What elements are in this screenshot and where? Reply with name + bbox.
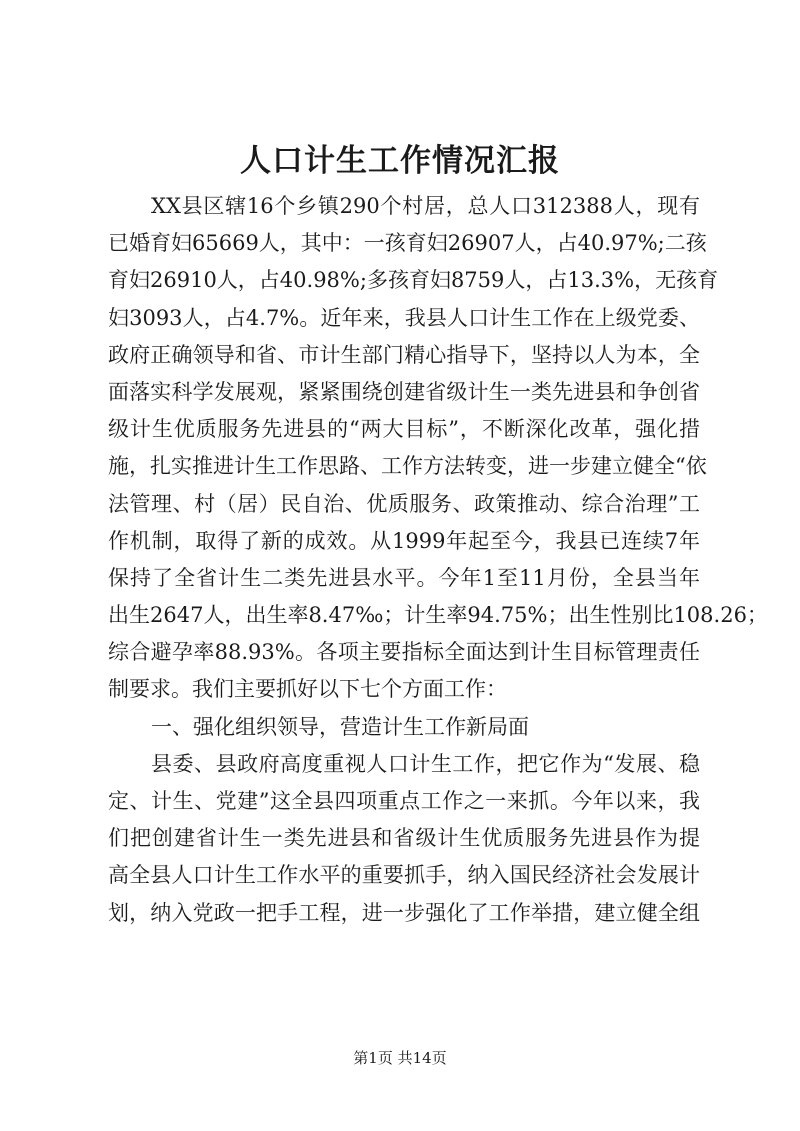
paragraph-line: 出生2647人，出生率8.47‰；计生率94.75%；出生性别比108.26； (108, 603, 768, 628)
paragraph-line: 法管理、村（居）民自治、优质服务、政策推动、综合治理”工 (108, 491, 700, 516)
paragraph-line: 面落实科学发展观，紧紧围绕创建省级计生一类先进县和争创省 (108, 379, 700, 404)
paragraph-line: 保持了全省计生二类先进县水平。今年1至11月份，全县当年 (108, 565, 700, 590)
paragraph-line: 已婚育妇65669人，其中：一孩育妇26907人，占40.97%;二孩 (108, 231, 707, 256)
document-title: 人口计生工作情况汇报 (240, 143, 560, 179)
document-body (108, 188, 768, 932)
paragraph-line: 妇3093人，占4.7%。近年来，我县人口计生工作在上级党委、 (108, 305, 700, 330)
page-number-footer: 第1页 共14页 (353, 1049, 447, 1067)
paragraph-line: 们把创建省计生一类先进县和省级计生优质服务先进县作为提 (108, 826, 700, 851)
paragraph-line: 高全县人口计生工作水平的重要抓手，纳入国民经济社会发展计 (108, 863, 700, 888)
paragraph-line: 施，扎实推进计生工作思路、工作方法转变，进一步建立健全“依 (108, 454, 707, 479)
section-heading: 一、强化组织领导，营造计生工作新局面 (151, 714, 529, 739)
paragraph-line: 制要求。我们主要抓好以下七个方面工作： (108, 677, 507, 702)
paragraph-line: 县委、县政府高度重视人口计生工作，把它作为“发展、稳 (151, 751, 700, 776)
paragraph-line: 综合避孕率88.93%。各项主要指标全面达到计生目标管理责任 (108, 640, 700, 665)
paragraph-line: XX县区辖16个乡镇290个村居，总人口312388人，现有 (151, 194, 700, 218)
paragraph-line: 定、计生、党建”这全县四项重点工作之一来抓。今年以来，我 (108, 789, 700, 813)
paragraph-line: 级计生优质服务先进县的“两大目标”，不断深化改革，强化措 (108, 417, 700, 442)
paragraph-line: 作机制，取得了新的成效。从1999年起至今，我县已连续7年 (108, 528, 700, 553)
paragraph-line: 划，纳入党政一把手工程，进一步强化了工作举措，建立健全组 (108, 900, 700, 925)
paragraph-line: 政府正确领导和省、市计生部门精心指导下，坚持以人为本，全 (108, 342, 700, 367)
paragraph-line: 育妇26910人，占40.98%;多孩育妇8759人，占13.3%，无孩育 (108, 268, 719, 293)
